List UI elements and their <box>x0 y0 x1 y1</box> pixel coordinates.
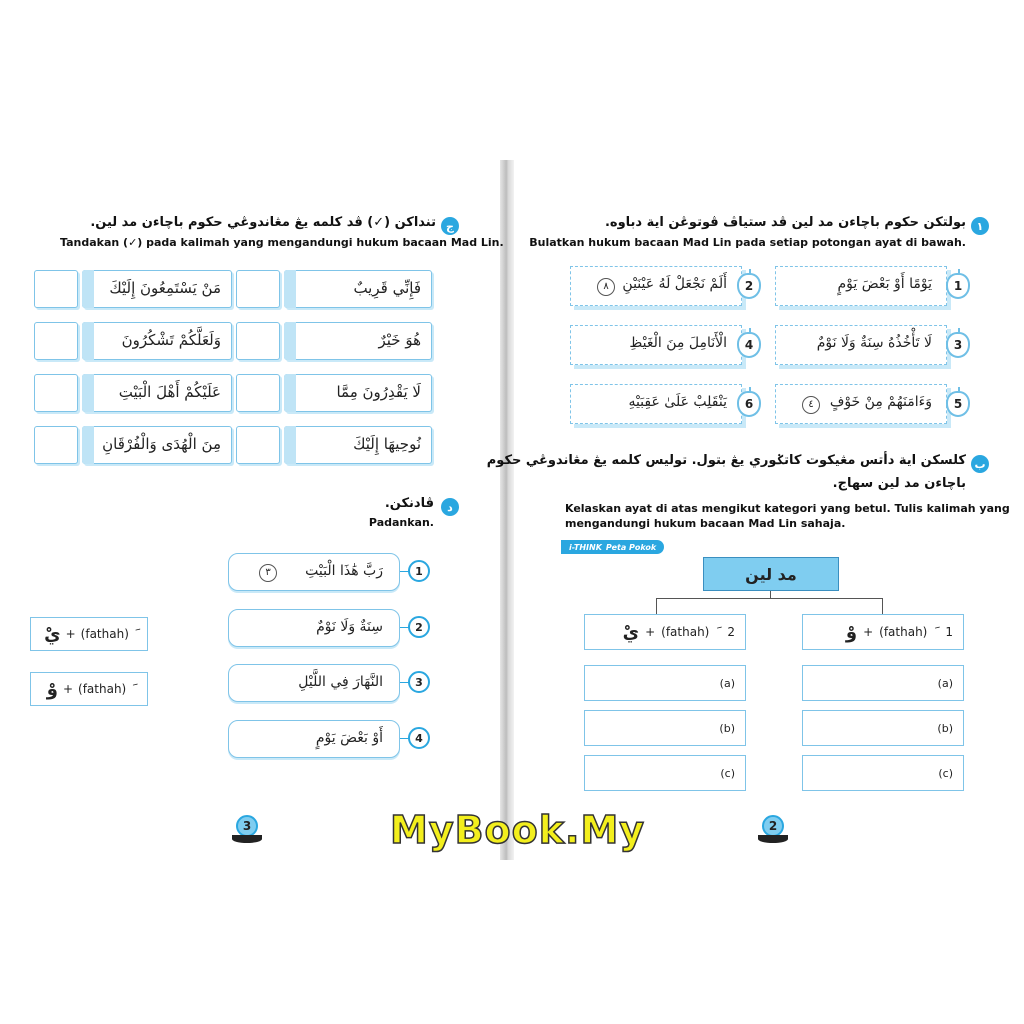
plus-sign: + <box>62 682 74 696</box>
ayah-number-mark: ٣ <box>259 564 277 582</box>
vowel-label: (fathah) <box>879 625 928 639</box>
harf: يْ <box>44 623 61 645</box>
card-tab <box>284 374 296 412</box>
section-b-instruction-rumi-2: mengandungi hukum bacaan Mad Lin sahaja. <box>565 517 846 530</box>
watermark: MyBook.My <box>390 808 646 852</box>
plus-sign: + <box>65 627 76 641</box>
apple-number-icon: 1 <box>946 273 970 299</box>
ayat-text: الْأَنَامِلَ مِنَ الْغَيْظِ <box>629 335 727 351</box>
section-b-instruction-jawi-2: باچاءن مد لين سهاج. <box>832 476 966 491</box>
ithink-label <box>561 540 664 554</box>
ayat-text: أَلَمْ نَجْعَلْ لَهُ عَيْنَيْنِ <box>622 276 727 292</box>
answer-slot[interactable]: (a) <box>802 665 964 701</box>
tick-box[interactable] <box>236 322 280 360</box>
section-c-badge: ج <box>441 217 459 235</box>
page-number-right: 2 <box>762 815 784 837</box>
section-c-instruction-jawi: تنداکن (✓) ڤد کلمه يڠ مڠاندوڠي حکوم باچاءن مد لين. <box>90 215 436 230</box>
vowel-label: (fathah) <box>661 625 710 639</box>
vowel-label: (fathah) <box>80 627 129 641</box>
match-item <box>228 664 400 702</box>
card-tab <box>82 426 94 464</box>
checkbox-card <box>284 322 432 360</box>
category-head-box <box>584 614 746 650</box>
checkbox-card <box>82 426 232 464</box>
ithink-brand: i-THINK <box>569 542 602 552</box>
book-spine <box>500 160 514 860</box>
answer-slot[interactable]: (a) <box>584 665 746 701</box>
card-tab <box>82 322 94 360</box>
ayat-card[interactable] <box>570 266 742 306</box>
match-item <box>228 553 400 591</box>
kalimah-text: لَا يَقْدِرُونَ مِمَّا <box>336 383 421 401</box>
kalimah-text: وَلَعَلَّكُمْ تَشْكُرُونَ <box>121 331 221 349</box>
ayat-card[interactable] <box>570 384 742 424</box>
kalimah-text: مَنْ يَسْتَمِعُونَ إِلَيْكَ <box>109 279 221 297</box>
category-head-box <box>802 614 964 650</box>
section-a-instruction-rumi: Bulatkan hukum bacaan Mad Lin pada setiap potongan ayat di bawah. <box>529 236 966 249</box>
kalimah-text: عَلَيْكُمْ أَهْلَ الْبَيْتِ <box>118 383 221 401</box>
ayat-card[interactable] <box>775 384 947 424</box>
kalimah-text: مِنَ الْهُدَى وَالْفُرْقَانِ <box>102 435 221 453</box>
apple-number-icon: 4 <box>737 332 761 358</box>
checkbox-card <box>284 270 432 308</box>
section-d-badge: د <box>441 498 459 516</box>
tree-connector <box>882 598 883 614</box>
ayat-text: يَوْمًا أَوْ بَعْضَ يَوْمٍ <box>837 276 932 292</box>
answer-slot[interactable]: (b) <box>802 710 964 746</box>
page-number-left: 3 <box>236 815 258 837</box>
tree-root: مد لين <box>703 557 839 591</box>
tick-box[interactable] <box>34 374 78 412</box>
match-number[interactable]: 2 <box>408 616 430 638</box>
section-d-instruction-rumi: Padankan. <box>368 516 434 529</box>
tick-box[interactable] <box>34 270 78 308</box>
tick-box[interactable] <box>34 426 78 464</box>
section-a-instruction-jawi: بولتکن حکوم باچاءن مد لين ڤد ستياڤ ڤوتوڠن اية دباوه. <box>604 215 966 230</box>
mad-lin-rule-box[interactable] <box>30 617 148 651</box>
answer-slot[interactable]: (b) <box>584 710 746 746</box>
card-tab <box>284 322 296 360</box>
match-item <box>228 609 400 647</box>
category-number: 1 <box>945 625 953 639</box>
apple-number-icon: 2 <box>737 273 761 299</box>
apple-number-icon: 5 <box>946 391 970 417</box>
checkbox-card <box>82 374 232 412</box>
tick-box[interactable] <box>236 426 280 464</box>
apple-number-icon: 6 <box>737 391 761 417</box>
tree-connector <box>656 598 882 599</box>
match-number[interactable]: 4 <box>408 727 430 749</box>
kalimah-text: نُوحِيهَا إِلَيْكَ <box>353 435 421 453</box>
match-item <box>228 720 400 758</box>
answer-slot[interactable]: (c) <box>584 755 746 791</box>
section-a-badge: ١ <box>971 217 989 235</box>
kalimah-text: فَإِنِّي قَرِيبٌ <box>353 279 421 297</box>
checkbox-card <box>284 374 432 412</box>
ayat-text: يَنْقَلِبْ عَلَىٰ عَقِبَيْهِ <box>628 394 727 410</box>
tick-box[interactable] <box>34 322 78 360</box>
card-tab <box>284 426 296 464</box>
section-b-instruction-jawi-1: کلسکن اية دأتس مڠيکوت کاتݢوري يڠ بتول. توليس کلمه يڠ مڠاندوڠي حکوم <box>486 453 966 468</box>
match-number[interactable]: 3 <box>408 671 430 693</box>
ithink-map-type: Peta Pokok <box>605 542 657 552</box>
ayat-text: سِنَةٌ وَلَا نَوْمٌ <box>316 619 383 635</box>
plus-sign: + <box>863 625 874 639</box>
card-tab <box>284 270 296 308</box>
card-tab <box>82 374 94 412</box>
vowel-label: (fathah) <box>78 682 127 696</box>
harf: يْ <box>622 621 640 643</box>
ayat-text: وَءَامَنَهُمْ مِنْ خَوْفٍ <box>829 394 932 410</box>
kalimah-text: هُوَ خَيْرٌ <box>378 331 421 349</box>
section-b-instruction-rumi-1: Kelaskan ayat di atas mengikut kategori yang betul. Tulis kalimah yang <box>565 502 1010 515</box>
checkbox-card <box>284 426 432 464</box>
match-number[interactable]: 1 <box>408 560 430 582</box>
ayat-card[interactable] <box>570 325 742 365</box>
harf: وْ <box>46 678 58 700</box>
ayat-card[interactable] <box>775 325 947 365</box>
card-tab <box>82 270 94 308</box>
section-b-badge: ب <box>971 455 989 473</box>
ayat-text: رَبَّ هَٰذَا الْبَيْتِ <box>305 563 383 579</box>
section-d-instruction-jawi: ڤادنکن. <box>384 496 434 511</box>
tick-box[interactable] <box>236 374 280 412</box>
mad-lin-rule-box[interactable] <box>30 672 148 706</box>
ayat-text: لَا تَأْخُذُهُ سِنَةٌ وَلَا نَوْمٌ <box>816 335 932 351</box>
ayat-text: أَوْ بَعْضَ يَوْمٍ <box>315 730 383 746</box>
ayat-card[interactable] <box>775 266 947 306</box>
plus-sign: + <box>645 625 656 639</box>
tree-connector <box>656 598 657 614</box>
ayah-number-mark: ٨ <box>597 278 615 296</box>
checkbox-card <box>82 270 232 308</box>
answer-slot[interactable]: (c) <box>802 755 964 791</box>
apple-number-icon: 3 <box>946 332 970 358</box>
tick-box[interactable] <box>236 270 280 308</box>
harf: وْ <box>845 621 858 643</box>
ayat-text: النَّهَارَ فِي اللَّيْلِ <box>298 674 383 690</box>
category-number: 2 <box>727 625 735 639</box>
checkbox-card <box>82 322 232 360</box>
section-c-instruction-rumi: Tandakan (✓) pada kalimah yang mengandungi hukum bacaan Mad Lin. <box>60 236 504 249</box>
ayah-number-mark: ٤ <box>802 396 820 414</box>
